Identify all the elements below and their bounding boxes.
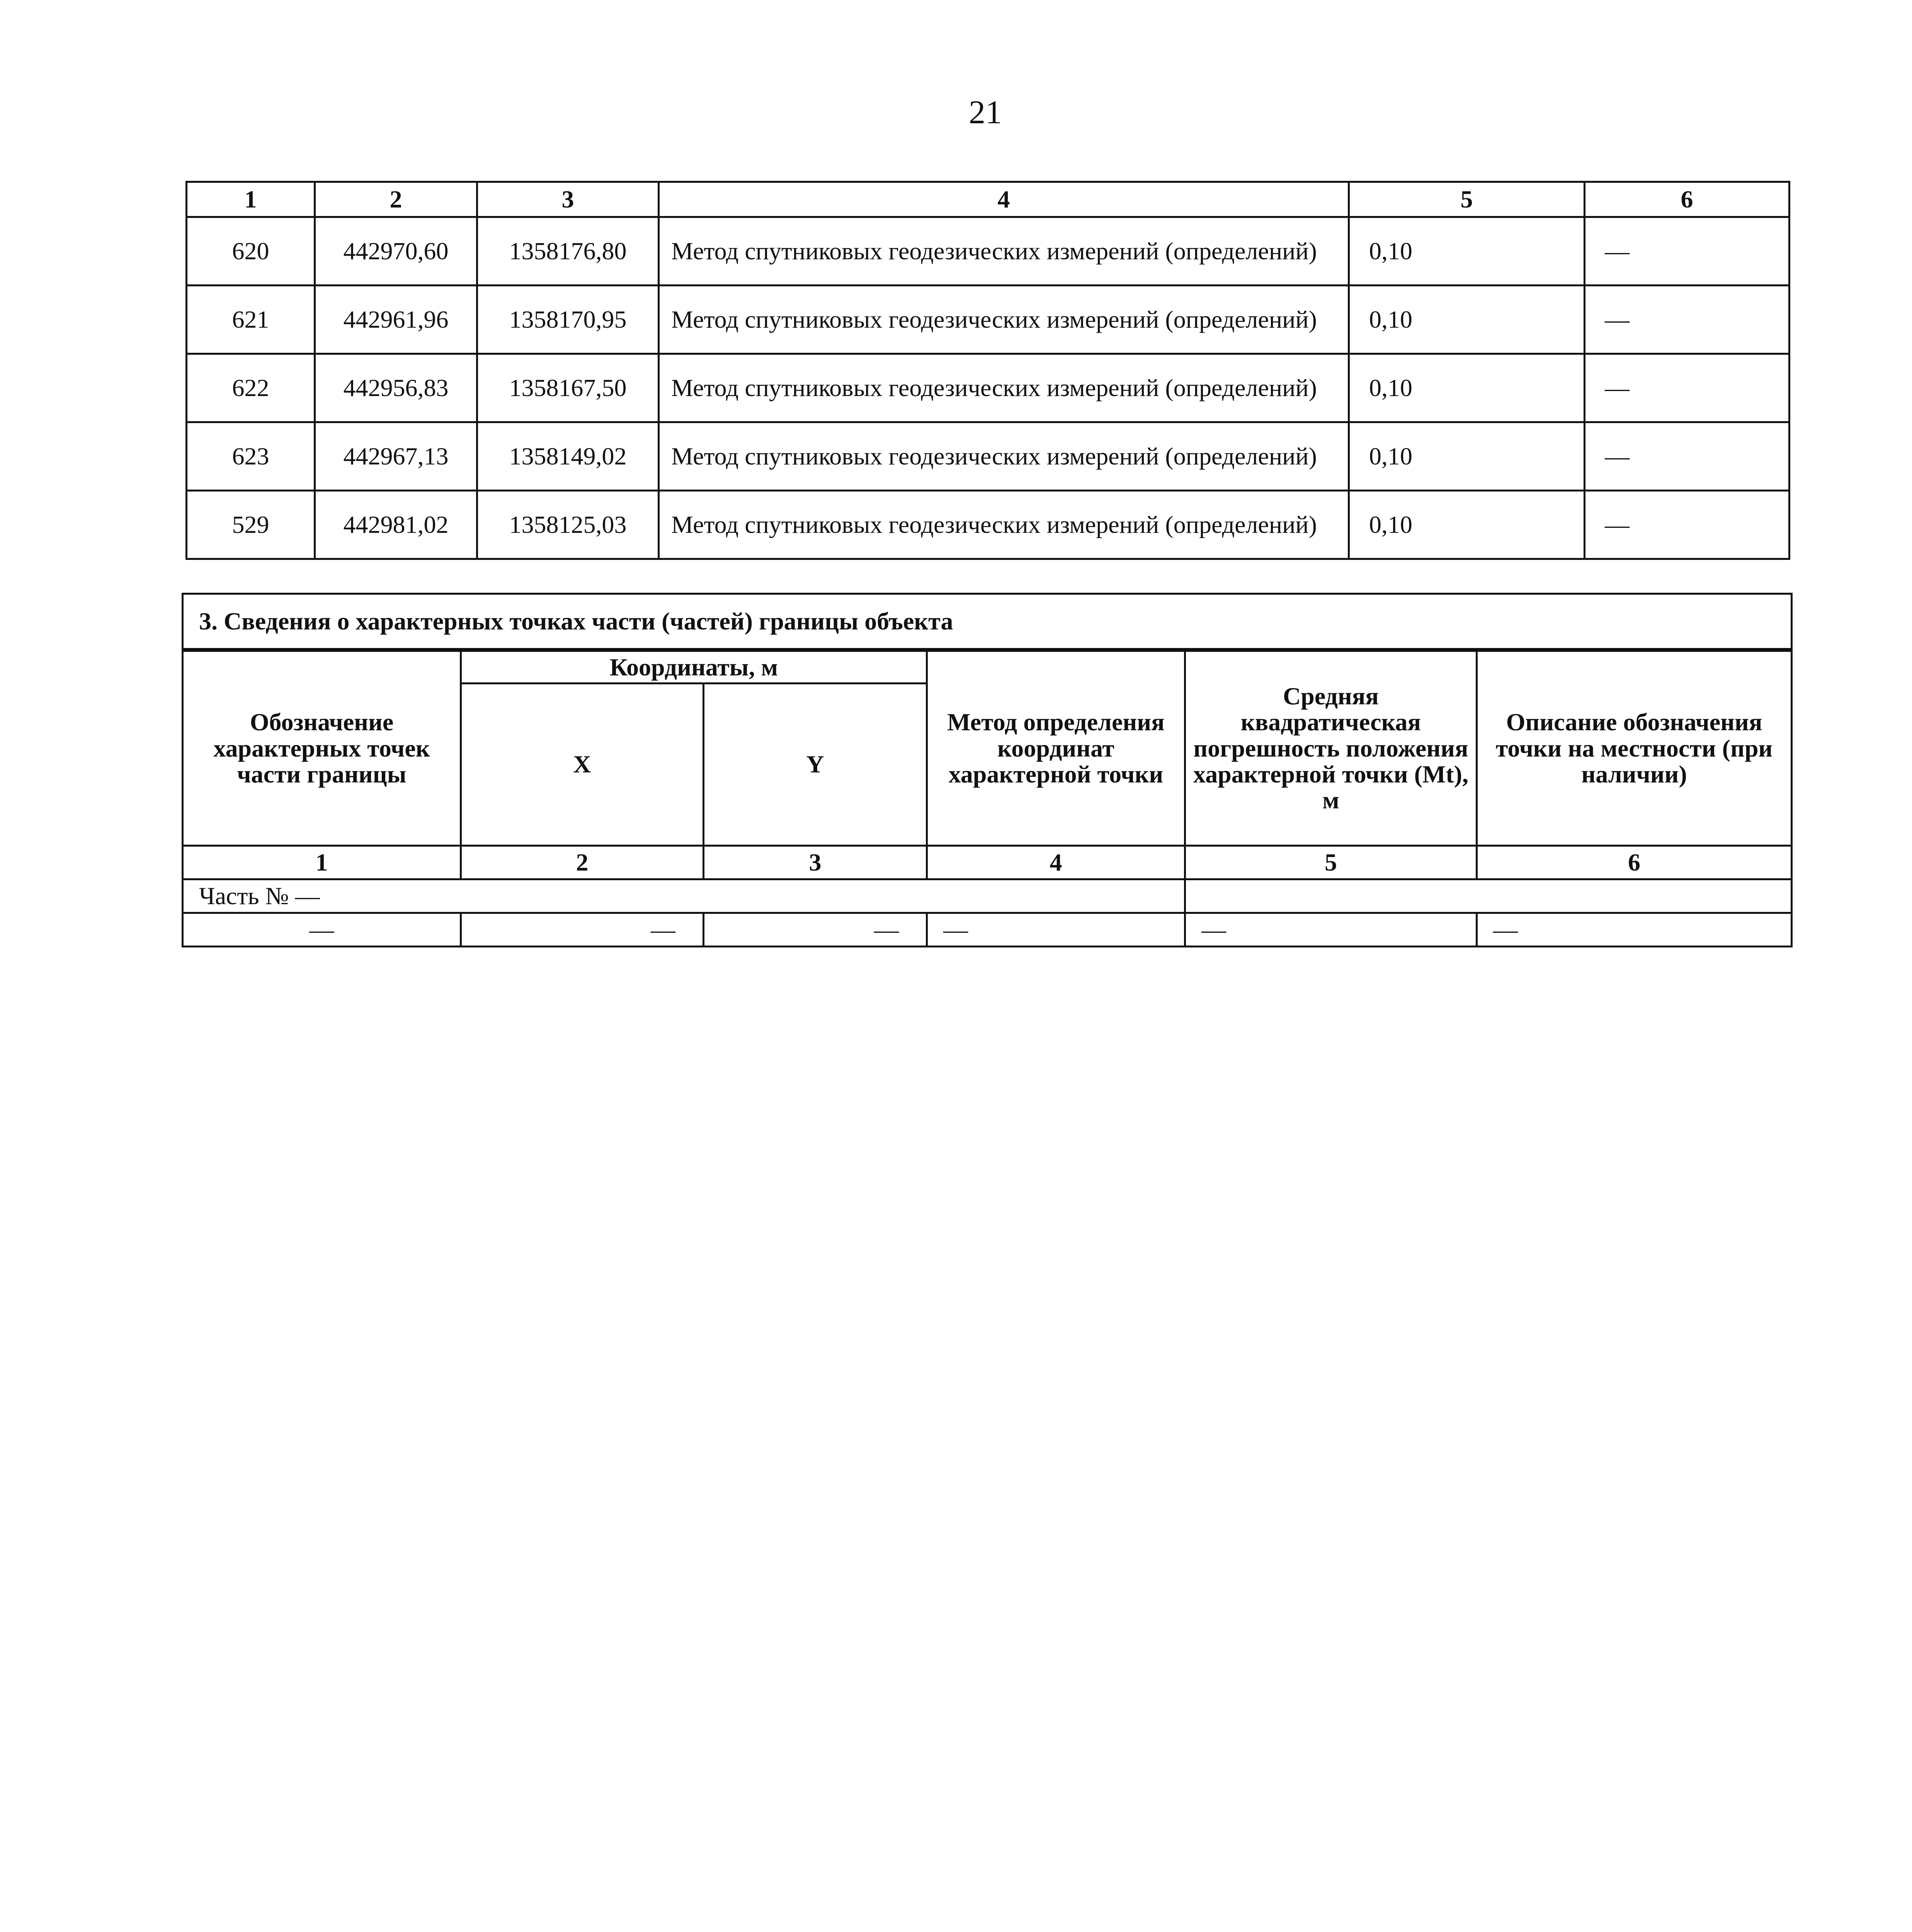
column-number: 6 bbox=[1477, 845, 1792, 879]
empty-cell: — bbox=[1185, 913, 1477, 946]
part-boundary-table bbox=[182, 593, 1793, 947]
column-number: 2 bbox=[461, 845, 704, 879]
column-number-row bbox=[187, 182, 1790, 217]
table-row bbox=[187, 491, 1790, 559]
column-number: 4 bbox=[927, 845, 1185, 879]
y-header: Y bbox=[704, 683, 927, 845]
description: — bbox=[1585, 286, 1790, 354]
table-row bbox=[187, 422, 1790, 491]
part-row bbox=[183, 879, 1792, 913]
y-coordinate: 1358170,95 bbox=[477, 286, 659, 354]
point-number: 621 bbox=[187, 286, 315, 354]
accuracy: 0,10 bbox=[1349, 491, 1585, 559]
empty-cell: — bbox=[183, 913, 461, 946]
column-number: 5 bbox=[1185, 845, 1477, 879]
accuracy-header: Средняя квадратическая погрешность положения характерной точки (Mt), м bbox=[1185, 650, 1477, 845]
column-number-row bbox=[183, 845, 1792, 879]
accuracy: 0,10 bbox=[1349, 422, 1585, 491]
empty-cell: — bbox=[461, 913, 704, 946]
designation-header: Обозначение характерных точек части границы bbox=[183, 650, 461, 845]
point-number: 620 bbox=[187, 217, 315, 286]
column-number: 6 bbox=[1585, 182, 1790, 217]
x-header: X bbox=[461, 683, 704, 845]
method-header: Метод определения координат характерной точки bbox=[927, 650, 1185, 845]
description: — bbox=[1585, 422, 1790, 491]
method: Метод спутниковых геодезических измерений (определений) bbox=[659, 217, 1349, 286]
part-label: Часть № — bbox=[183, 879, 1185, 913]
method: Метод спутниковых геодезических измерений (определений) bbox=[659, 422, 1349, 491]
column-number: 3 bbox=[477, 182, 659, 217]
description-header: Описание обозначения точки на местности (при наличии) bbox=[1477, 650, 1792, 845]
description: — bbox=[1585, 217, 1790, 286]
x-coordinate: 442967,13 bbox=[315, 422, 477, 491]
point-number: 622 bbox=[187, 354, 315, 422]
y-coordinate: 1358125,03 bbox=[477, 491, 659, 559]
coordinates-header: Координаты, м bbox=[461, 650, 927, 683]
point-number: 623 bbox=[187, 422, 315, 491]
x-coordinate: 442981,02 bbox=[315, 491, 477, 559]
coordinates-table bbox=[185, 181, 1790, 560]
part-empty-cell bbox=[1185, 879, 1792, 913]
page-number: 21 bbox=[969, 94, 1002, 131]
column-number: 1 bbox=[187, 182, 315, 217]
column-number: 5 bbox=[1349, 182, 1585, 217]
empty-cell: — bbox=[704, 913, 927, 946]
accuracy: 0,10 bbox=[1349, 217, 1585, 286]
section-title: 3. Сведения о характерных точках части (частей) границы объекта bbox=[183, 594, 1792, 650]
table-row bbox=[183, 913, 1792, 946]
point-number: 529 bbox=[187, 491, 315, 559]
description: — bbox=[1585, 354, 1790, 422]
empty-cell: — bbox=[927, 913, 1185, 946]
x-coordinate: 442970,60 bbox=[315, 217, 477, 286]
accuracy: 0,10 bbox=[1349, 354, 1585, 422]
y-coordinate: 1358167,50 bbox=[477, 354, 659, 422]
y-coordinate: 1358149,02 bbox=[477, 422, 659, 491]
x-coordinate: 442961,96 bbox=[315, 286, 477, 354]
empty-cell: — bbox=[1477, 913, 1792, 946]
description: — bbox=[1585, 491, 1790, 559]
column-number: 3 bbox=[704, 845, 927, 879]
y-coordinate: 1358176,80 bbox=[477, 217, 659, 286]
table-row bbox=[187, 354, 1790, 422]
column-number: 4 bbox=[659, 182, 1349, 217]
method: Метод спутниковых геодезических измерений (определений) bbox=[659, 286, 1349, 354]
column-number: 2 bbox=[315, 182, 477, 217]
column-number: 1 bbox=[183, 845, 461, 879]
table-row bbox=[187, 286, 1790, 354]
x-coordinate: 442956,83 bbox=[315, 354, 477, 422]
method: Метод спутниковых геодезических измерений (определений) bbox=[659, 354, 1349, 422]
table-row bbox=[187, 217, 1790, 286]
accuracy: 0,10 bbox=[1349, 286, 1585, 354]
method: Метод спутниковых геодезических измерений (определений) bbox=[659, 491, 1349, 559]
